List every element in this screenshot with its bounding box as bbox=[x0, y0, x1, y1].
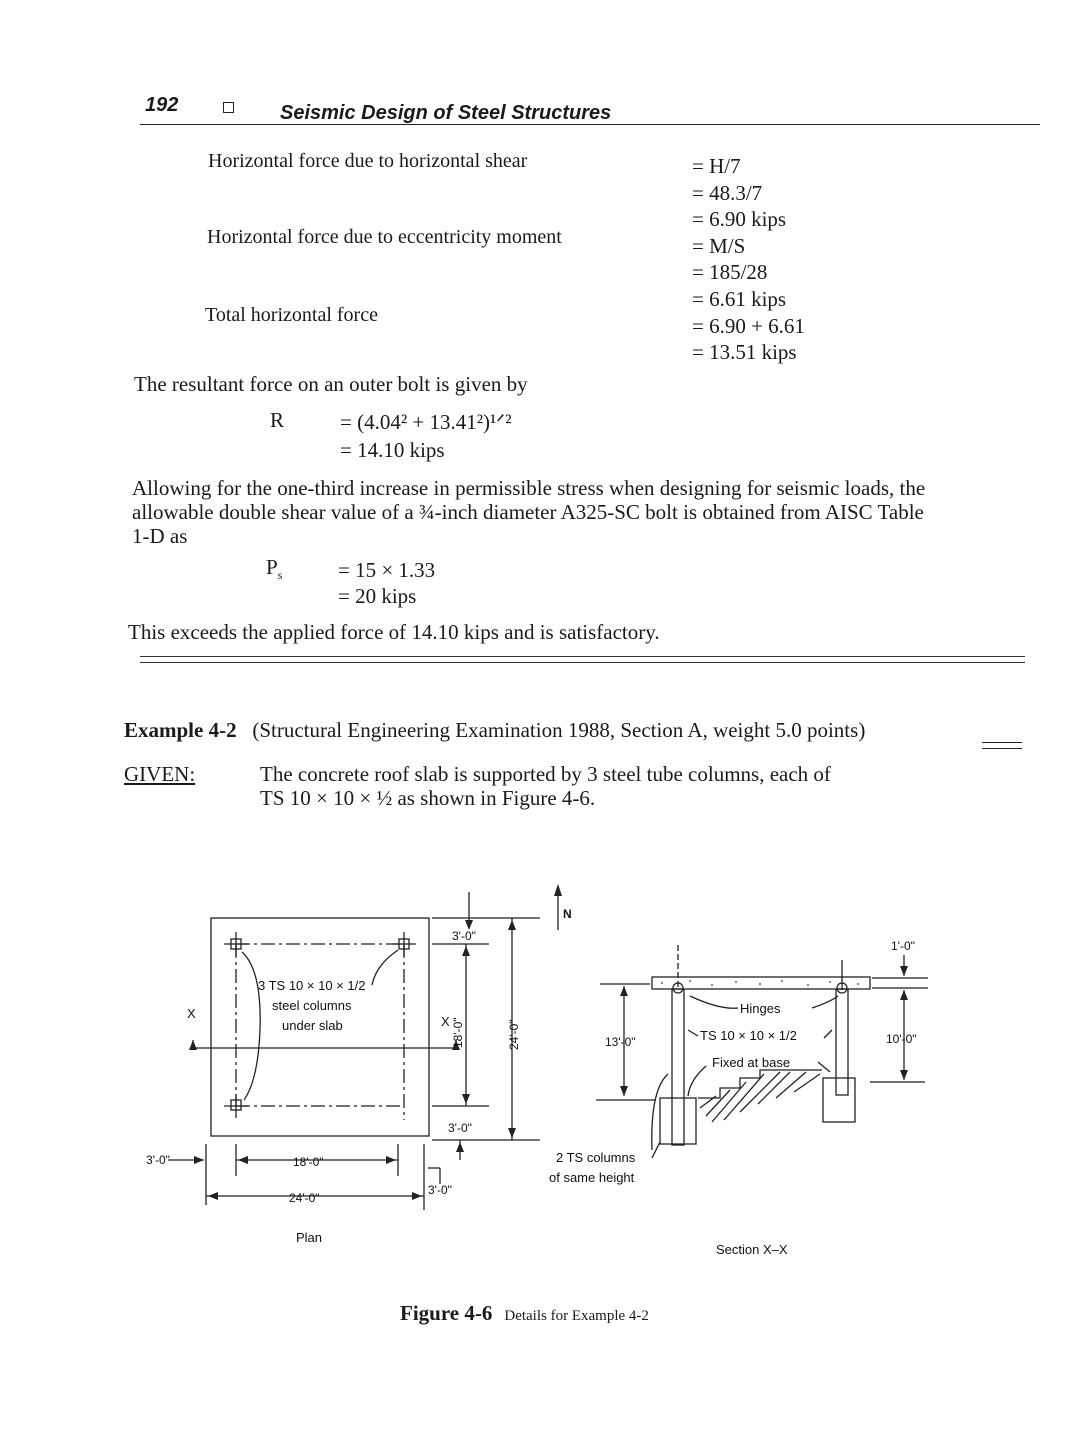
calc-label: Horizontal force due to eccentricity moment bbox=[207, 226, 562, 248]
given-text: TS 10 × 10 × ½ as shown in Figure 4-6. bbox=[260, 786, 596, 810]
dim-label: 3'-0" bbox=[428, 1183, 452, 1197]
running-title: Seismic Design of Steel Structures bbox=[280, 102, 612, 124]
example-heading: Example 4-2 (Structural Engineering Examination 1988, Section A, weight 5.0 points) bbox=[124, 718, 866, 742]
given-label: GIVEN: bbox=[124, 762, 196, 786]
section-caption: Section X–X bbox=[716, 1242, 788, 1257]
plan-note: 3 TS 10 × 10 × 1/2 bbox=[258, 978, 366, 993]
calc-label: Horizontal force due to horizontal shear bbox=[208, 150, 528, 172]
calc-value: = 48.3/7 bbox=[692, 181, 763, 205]
paragraph-line: Allowing for the one-third increase in permissible stress when designing for seismic loads, the bbox=[132, 476, 926, 500]
hinges-label: Hinges bbox=[740, 1001, 781, 1016]
footing bbox=[660, 1098, 696, 1144]
calc-label: Total horizontal force bbox=[205, 304, 378, 326]
plan-caption: Plan bbox=[296, 1230, 323, 1245]
dim-label: 24'-0" bbox=[507, 1019, 521, 1050]
ts-note: 2 TS columns bbox=[556, 1150, 636, 1165]
given-text: The concrete roof slab is supported by 3 steel tube columns, each of bbox=[260, 762, 831, 786]
section-mark: X bbox=[441, 1014, 450, 1029]
page-number: 192 bbox=[145, 94, 179, 116]
dim-label: 18'-0" bbox=[451, 1017, 465, 1048]
ps-symbol: $P_s$ bbox=[266, 555, 283, 583]
short-column bbox=[836, 989, 848, 1095]
ts-note: of same height bbox=[549, 1170, 635, 1185]
plan-note: under slab bbox=[282, 1018, 343, 1033]
calc-value: = M/S bbox=[692, 234, 746, 258]
resultant-value: = 14.10 kips bbox=[340, 438, 445, 462]
dim-label: 24'-0" bbox=[289, 1191, 320, 1205]
north-label: N bbox=[563, 907, 572, 921]
slab-speckles bbox=[661, 980, 859, 986]
column-label: TS 10 × 10 × 1/2 bbox=[700, 1028, 797, 1043]
conclusion: This exceeds the applied force of 14.10 kips and is satisfactory. bbox=[128, 620, 660, 644]
dim-label: 18'-0" bbox=[293, 1155, 324, 1169]
ps-value: = 20 kips bbox=[338, 584, 417, 608]
section-view bbox=[596, 945, 928, 1158]
calc-value: = H/7 bbox=[692, 154, 741, 178]
long-column bbox=[672, 989, 684, 1145]
dim-label: 1'-0" bbox=[891, 939, 915, 953]
dim-label: 3'-0" bbox=[452, 929, 476, 943]
plan-view bbox=[168, 890, 558, 1210]
resultant-symbol: R bbox=[270, 408, 285, 432]
resultant-formula: = (4.04² + 13.41²)¹ᐟ² bbox=[340, 410, 512, 434]
calc-value: = 13.51 kips bbox=[692, 340, 797, 364]
footing bbox=[823, 1078, 855, 1122]
section-mark: X bbox=[187, 1006, 196, 1021]
plan-note: steel columns bbox=[272, 998, 352, 1013]
figure-caption: Figure 4-6 Details for Example 4-2 bbox=[400, 1301, 649, 1325]
dim-label: 3'-0" bbox=[146, 1153, 170, 1167]
calc-value: = 185/28 bbox=[692, 260, 768, 284]
paragraph-line: 1-D as bbox=[132, 524, 188, 548]
fixed-label: Fixed at base bbox=[712, 1055, 791, 1070]
calc-value: = 6.90 kips bbox=[692, 207, 787, 231]
paragraph-line: allowable double shear value of a ¾-inch diameter A325-SC bolt is obtained from AISC Table bbox=[132, 500, 924, 524]
ps-formula: = 15 × 1.33 bbox=[338, 558, 436, 582]
calc-value: = 6.90 + 6.61 bbox=[692, 314, 805, 338]
calc-value: = 6.61 kips bbox=[692, 287, 787, 311]
resultant-intro: The resultant force on an outer bolt is given by bbox=[134, 372, 528, 396]
dim-label: 13'-0" bbox=[605, 1035, 636, 1049]
dim-label: 3'-0" bbox=[448, 1121, 472, 1135]
dim-label: 10'-0" bbox=[886, 1032, 917, 1046]
